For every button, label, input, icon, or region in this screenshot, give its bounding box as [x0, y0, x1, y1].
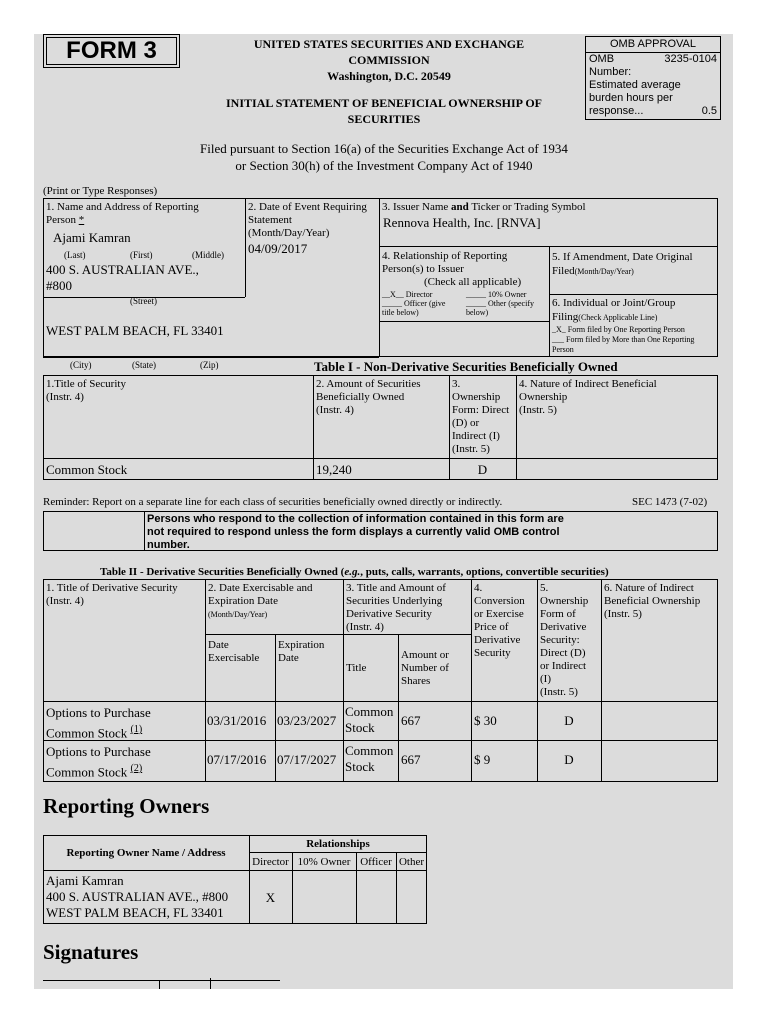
table1-title: Table I - Non-Derivative Securities Beneficially Owned: [314, 359, 618, 374]
box5-label-line1: 5. If Amendment, Date Original: [552, 251, 693, 263]
table2-c2-sub1: Date: [208, 639, 229, 651]
table1-col2-header: [316, 378, 421, 417]
event-date: 04/09/2017: [248, 241, 308, 256]
owner-address: [46, 873, 228, 921]
table2-title-pre: Table II - Derivative Securities Beneficially Owned (: [100, 566, 345, 578]
agency-header: [214, 36, 564, 84]
other-option: _____ Other (specify: [466, 299, 534, 308]
middle-label: (Middle): [192, 250, 224, 260]
table2-row2-underlying-title: [345, 743, 393, 775]
officer-header: Officer: [360, 856, 392, 868]
table2-c3-sub2a: Amount or: [401, 649, 449, 661]
table2-row2-exercisable: 07/17/2016: [207, 752, 267, 767]
omb-burden-line2: burden hours per: [589, 92, 673, 104]
box4-label-line2: Person(s) to Issuer: [382, 263, 464, 275]
table2-c3-sub2c: Shares: [401, 675, 431, 687]
zip-label: (Zip): [200, 360, 219, 370]
state-label: (State): [132, 360, 156, 370]
reporting-owners-heading: Reporting Owners: [43, 794, 210, 818]
owner-name-header: Reporting Owner Name / Address: [66, 847, 226, 859]
street-line2: #800: [46, 278, 72, 293]
table2-c5-line8: (I): [540, 673, 551, 685]
table2-row2-amount: 667: [401, 752, 421, 767]
table2-c6-line3: (Instr. 5): [604, 608, 642, 620]
box6-label-small: (Check Applicable Line): [578, 313, 658, 322]
street-line1: 400 S. AUSTRALIAN AVE.,: [46, 262, 199, 277]
table2-underlying-title-header: Title: [346, 662, 367, 674]
table2-c2-sub1b: Exercisable: [208, 652, 260, 664]
box6-label: [552, 296, 717, 355]
table2-col3-header: [346, 582, 446, 634]
table1-col3-line6: (Instr. 5): [452, 443, 490, 455]
table2-c5-line5: Security:: [540, 634, 580, 646]
filed-line2: or Section 30(h) of the Investment Company Act of 1940: [235, 158, 533, 173]
relationships-header: Relationships: [306, 838, 370, 850]
table2-row1-exercisable: 03/31/2016: [207, 713, 267, 728]
table2-row2-form: D: [564, 752, 574, 767]
table1-col1-header: [46, 378, 126, 404]
table1-col3-line3: Form: Direct: [452, 404, 510, 416]
agency-line2: COMMISSION: [348, 53, 430, 67]
street-address: [46, 262, 199, 294]
table2-date-exercisable-header: [208, 639, 259, 665]
table2-c4-line4: Price of: [474, 621, 509, 633]
table1-col3-line1: 3.: [452, 378, 461, 390]
table2-c1-line1: 1. Title of Derivative Security: [46, 582, 178, 594]
table2-c5-line7: or Indirect: [540, 660, 587, 672]
reminder-text: Reminder: Report on a separate line for each class of securities beneficially owned directly or indirectly.: [43, 496, 503, 508]
box5-label-small: (Month/Day/Year): [574, 267, 634, 276]
box5-label-line2: Filed: [552, 265, 575, 277]
reporting-person-name: Ajami Kamran: [53, 230, 131, 245]
table1-col2-line3: (Instr. 4): [316, 404, 354, 416]
table2-c3-line4: (Instr. 4): [346, 621, 384, 633]
table2-c4-line1: 4.: [474, 582, 483, 594]
box2-label-line2: Statement: [248, 214, 292, 226]
table2-row2-title-line1: Options to Purchase: [46, 744, 151, 759]
form-label-box: [43, 34, 180, 68]
omb-burden-line1: Estimated average: [589, 79, 681, 91]
box6-label-line2: Filing: [552, 311, 579, 323]
statement-line2: SECURITIES: [347, 112, 421, 126]
box1-label-line2: Person: [46, 214, 76, 226]
table1-col4-line1: 4. Nature of Indirect Beneficial: [519, 378, 657, 390]
table1-col3-header: [452, 378, 509, 456]
table1-col4-header: [519, 378, 657, 417]
table1-col4-line3: (Instr. 5): [519, 404, 557, 416]
table2-c5-line4: Derivative: [540, 621, 587, 633]
table2-c3-line2: Securities Underlying: [346, 595, 443, 607]
persons-notice: [147, 513, 617, 552]
city-label: (City): [70, 360, 92, 370]
persons-line3: number.: [147, 539, 190, 551]
table1-col1-line1: 1.Title of Security: [46, 378, 126, 390]
table2-row1-title-line1: Options to Purchase: [46, 705, 151, 720]
table2-row1-price: $ 30: [474, 713, 497, 728]
table2-c6-line2: Beneficial Ownership: [604, 595, 701, 607]
other-option-2: below): [466, 308, 489, 317]
owner-line3: WEST PALM BEACH, FL 33401: [46, 905, 224, 920]
box1-label-line1: 1. Name and Address of Reporting: [46, 201, 199, 213]
omb-number-value: 3235-0104: [664, 53, 717, 65]
table2-col2-header: [208, 582, 312, 621]
sec-number: SEC 1473 (7-02): [632, 496, 708, 508]
director-option: __X__ Director: [382, 290, 433, 299]
officer-option: _____ Officer (give: [382, 299, 446, 308]
filed-line1: Filed pursuant to Section 16(a) of the Securities Exchange Act of 1934: [200, 141, 568, 156]
table2-c1-line2: (Instr. 4): [46, 595, 84, 607]
table2-c4-line5: Derivative: [474, 634, 521, 646]
box4-label-line1: 4. Relationship of Reporting: [382, 250, 508, 262]
table2-row1-u-title-line1: Common: [345, 704, 394, 719]
table2-c2-sub2: Expiration: [278, 639, 325, 651]
table2-col4-header: [474, 582, 525, 660]
agency-city: Washington, D.C. 20549: [327, 69, 451, 83]
table2-row1-title: [46, 704, 151, 741]
table2-row2-price: $ 9: [474, 752, 491, 767]
relationship-options: [382, 290, 547, 317]
table1-col2-line2: Beneficially Owned: [316, 391, 405, 403]
table1-col3-line2: Ownership: [452, 391, 501, 403]
table2-c3-line1: 3. Title and Amount of: [346, 582, 446, 594]
table2-c3-sub2b: Number of: [401, 662, 449, 674]
table1-row-title: Common Stock: [46, 462, 128, 477]
table2-col5-header: [540, 582, 588, 699]
table1-row-form: D: [477, 462, 488, 477]
table2-c5-line6: Direct (D): [540, 647, 586, 659]
box6-option-one: _X_ Form filed by One Reporting Person: [552, 325, 685, 334]
street-label: (Street): [130, 296, 157, 306]
table2-c4-line3: or Exercise: [474, 608, 524, 620]
table2-c6-line1: 6. Nature of Indirect: [604, 582, 694, 594]
box6-label-line1: 6. Individual or Joint/Group: [552, 297, 676, 309]
table2-row2-expiration: 07/17/2027: [277, 752, 337, 767]
table2-col1-header: [46, 582, 178, 608]
table2-c5-line3: Form of: [540, 608, 576, 620]
table2-row2-title: [46, 743, 151, 780]
table2-row1-amount: 667: [401, 713, 421, 728]
signatures-heading: Signatures: [43, 940, 139, 964]
table1-col1-line2: (Instr. 4): [46, 391, 84, 403]
issuer-name: Rennova Health, Inc. [RNVA]: [383, 215, 541, 230]
table1-row-amount: 19,240: [316, 462, 352, 477]
form-label: FORM 3: [66, 37, 157, 64]
table2-row1-title-line2: Common Stock: [46, 725, 128, 741]
agency-line1: UNITED STATES SECURITIES AND EXCHANGE: [253, 37, 525, 51]
box4-label: [382, 250, 521, 289]
box3-label: [382, 201, 586, 213]
table2-row2-u-title-line1: Common: [345, 743, 394, 758]
box6-option-more: ___ Form filed by More than One Reporting: [552, 335, 695, 344]
table2-c4-line6: Security: [474, 647, 511, 659]
table2-title-post: , puts, calls, warrants, options, convertible securities): [360, 566, 609, 578]
box3-label-pre: 3. Issuer Name: [382, 201, 452, 213]
filed-pursuant: [124, 140, 644, 174]
director-mark: X: [265, 890, 276, 905]
box6-option-more-2: Person: [552, 345, 574, 354]
director-header: Director: [252, 856, 289, 868]
box1-label: [46, 201, 199, 227]
form-page: [34, 34, 733, 989]
table2-row1-expiration: 03/23/2027: [277, 713, 337, 728]
table2-c2-line1: 2. Date Exercisable and: [208, 582, 313, 594]
omb-number-label: OMB Number:: [589, 53, 632, 78]
persons-line1: Persons who respond to the collection of information contained in this form are: [147, 513, 564, 525]
officer-option-2: title below): [382, 308, 419, 317]
table1-col2-line1: 2. Amount of Securities: [316, 378, 421, 390]
first-label: (First): [130, 250, 153, 260]
table2-row1-u-title-line2: Stock: [345, 720, 375, 735]
statement-title: [194, 95, 574, 127]
statement-line1: INITIAL STATEMENT OF BENEFICIAL OWNERSHIP OF: [226, 96, 542, 110]
table2-col6-header: [604, 582, 700, 621]
table1-col4-line2: Ownership: [519, 391, 568, 403]
table2-row1-underlying-title: [345, 704, 393, 736]
owner-line2: 400 S. AUSTRALIAN AVE., #800: [46, 889, 229, 904]
table2-title: [100, 566, 609, 578]
city-state-zip: WEST PALM BEACH, FL 33401: [46, 323, 224, 338]
table2-amount-header: [401, 649, 449, 688]
table1-col3-line5: Indirect (I): [452, 430, 500, 442]
table1-col3-line4: (D) or: [452, 417, 480, 429]
footnote-1-link[interactable]: (1): [130, 724, 143, 735]
table2-c4-line2: Conversion: [474, 595, 525, 607]
table2-c5-line9: (Instr. 5): [540, 686, 578, 698]
asterisk-footnote-link[interactable]: *: [78, 214, 85, 226]
box3-label-and: and: [451, 201, 469, 213]
ten-pct-owner-header: 10% Owner: [297, 856, 351, 868]
table2-expiration-header: [278, 639, 324, 665]
box3-label-post: Ticker or Trading Symbol: [468, 201, 586, 213]
table2-c2-sub2b: Date: [278, 652, 299, 664]
box2-label-line3: (Month/Day/Year): [248, 227, 330, 239]
omb-burden-value: 0.5: [701, 105, 717, 117]
table2-c2-small: (Month/Day/Year): [208, 610, 268, 619]
box2-label-line1: 2. Date of Event Requiring: [248, 201, 367, 213]
table2-row2-u-title-line2: Stock: [345, 759, 375, 774]
table2-c3-line3: Derivative Security: [346, 608, 432, 620]
ten-pct-option: _____ 10% Owner: [466, 290, 527, 299]
print-note: (Print or Type Responses): [43, 185, 158, 197]
omb-title: OMB APPROVAL: [586, 37, 720, 53]
box4-label-line3: (Check all applicable): [424, 276, 522, 288]
omb-approval-box: [585, 36, 721, 120]
box2-label: [248, 201, 367, 240]
table2-c5-line1: 5.: [540, 582, 549, 594]
other-header: Other: [398, 856, 425, 868]
owner-line1: Ajami Kamran: [46, 873, 124, 888]
omb-burden-label: response...: [589, 105, 644, 117]
table2-row2-title-line2: Common Stock: [46, 764, 128, 780]
table2-row1-form: D: [564, 713, 574, 728]
table2-c2-line2: Expiration Date: [208, 595, 278, 607]
table2-title-eg: e.g.: [344, 566, 361, 578]
table2-c5-line2: Ownership: [540, 595, 589, 607]
box5-label: [552, 250, 693, 279]
persons-line2: not required to respond unless the form displays a currently valid OMB control: [147, 526, 560, 538]
footnote-2-link[interactable]: (2): [130, 763, 143, 774]
last-label: (Last): [64, 250, 86, 260]
